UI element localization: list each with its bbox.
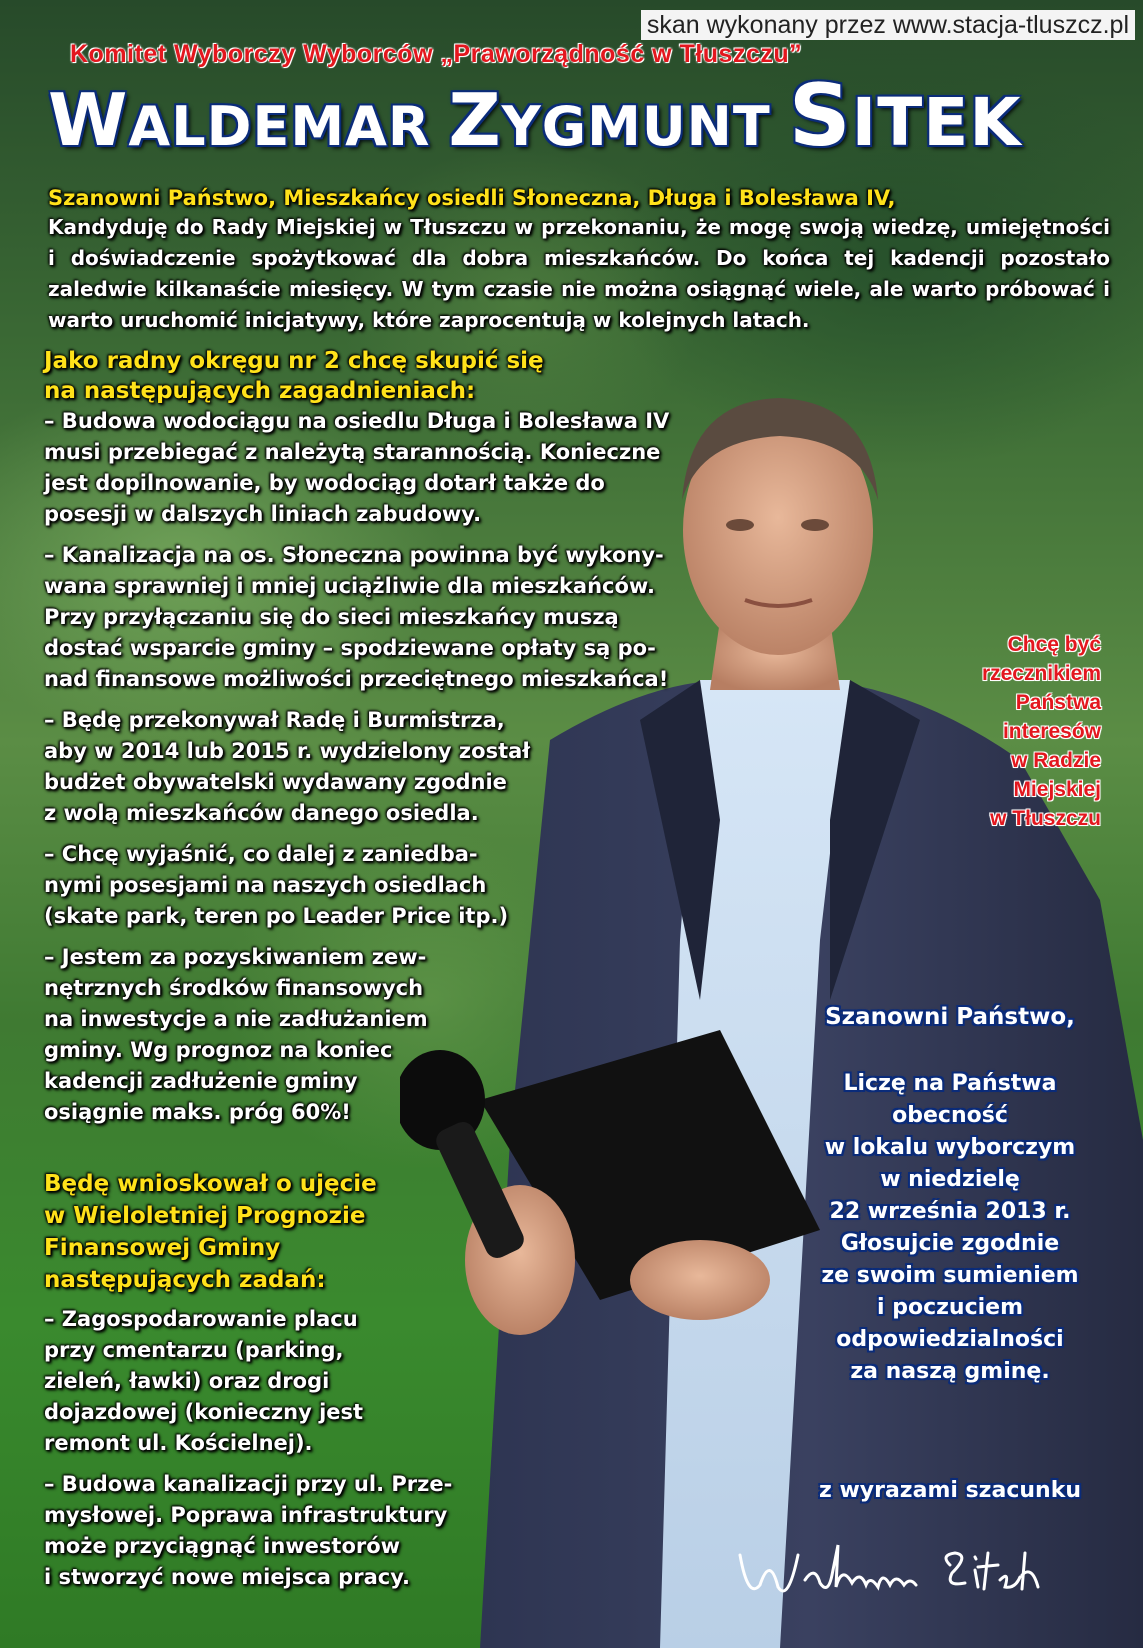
name-middle: YGMUNT <box>501 95 771 158</box>
agenda-item: – Jestem za pozyskiwaniem zew- nętrznych środków finansowych na inwestycje a nie zadłużaniem gminy. Wg prognoz na koniec kadencji zadłużenie gminy osiągnie maks. próg 60%! <box>44 945 428 1124</box>
name-last: ITEK <box>851 84 1022 161</box>
closing-regards: z wyrazami szacunku <box>818 1478 1081 1503</box>
agenda-item: – Chcę wyjaśnić, co dalej z zaniedba- nymi posesjami na naszych osiedlach (skate park, teren po Leader Price itp.) <box>44 842 509 928</box>
name-initial-middle: Z <box>448 78 502 162</box>
spokesman-note: Chcę być rzecznikiem Państwa interesów w Radzie Miejskiej w Tłuszczu <box>981 633 1101 830</box>
budget-item: – Budowa kanalizacji przy ul. Prze- mysłowej. Poprawa infrastruktury może przyciągnąć inwestorów i stworzyć nowe miejsca pracy. <box>44 1472 453 1589</box>
salutation: Szanowni Państwo, Mieszkańcy osiedli Słoneczna, Długa i Bolesława IV, <box>48 186 896 210</box>
committee-name: Komitet Wyborczy Wyborców „Praworządność w Tłuszczu” <box>70 40 803 68</box>
agenda-heading-line2: na następujących zagadnieniach: <box>44 378 476 404</box>
agenda-section <box>44 346 714 1138</box>
handwritten-signature <box>720 1525 1080 1615</box>
scan-source-note: skan wykonany przez www.stacja-tluszcz.pl <box>641 10 1135 40</box>
intro-paragraph: Kandyduję do Rady Miejskiej w Tłuszczu w przekonaniu, że mogę swoją wiedzę, umiejętności i doświadczenie spożytkować dla dobra mieszkańców. Do końca tej kadencji pozostało zaledwie kilkanaście miesięcy. W tym czasie nie można osiągnąć wiele, ale warto próbować i warto uruchomić inicjatywy, które zaprocentują w kolejnych latach. <box>48 215 1110 332</box>
closing-greeting: Szanowni Państwo, <box>825 1004 1075 1030</box>
closing-message: Liczę na Państwa obecność w lokalu wyborczym w niedzielę 22 września 2013 r. Głosujcie zgodnie ze swoim sumieniem i poczuciem odpowiedzialności za naszą gminę. <box>821 1071 1079 1384</box>
agenda-item: – Kanalizacja na os. Słoneczna powinna być wykony- wana sprawniej i mniej uciążliwie dla mieszkańców. Przy przyłączaniu się do sieci mieszkańcy muszą dostać wsparcie gminy – spodziewane opłaty są po- nad finansowe możliwości przeciętnego mieszkańca! <box>44 543 669 691</box>
agenda-heading-line1: Jako radny okręgu nr 2 chcę skupić się <box>44 348 544 374</box>
budget-item: – Zagospodarowanie placu przy cmentarzu (parking, zieleń, ławki) oraz drogi dojazdowej (konieczny jest remont ul. Kościelnej). <box>44 1307 364 1455</box>
name-initial-last: S <box>788 66 852 166</box>
budget-heading: Będę wnioskował o ujęcie w Wieloletniej Prognozie Finansowej Gminy następujących zadań: <box>44 1171 377 1293</box>
candidate-name <box>48 66 1021 166</box>
name-initial-first: W <box>48 78 129 162</box>
budget-section <box>44 1168 464 1603</box>
name-first: ALDEMAR <box>128 95 431 158</box>
agenda-item: – Budowa wodociągu na osiedlu Długa i Bolesława IV musi przebiegać z należytą starannością. Konieczne jest dopilnowanie, by wodociąg dotarł także do posesji w dalszych liniach zabudowy. <box>44 409 670 526</box>
agenda-item: – Będę przekonywał Radę i Burmistrza, aby w 2014 lub 2015 r. wydzielony został budżet obywatelski wydawany zgodnie z wolą mieszkańców danego osiedla. <box>44 708 531 825</box>
